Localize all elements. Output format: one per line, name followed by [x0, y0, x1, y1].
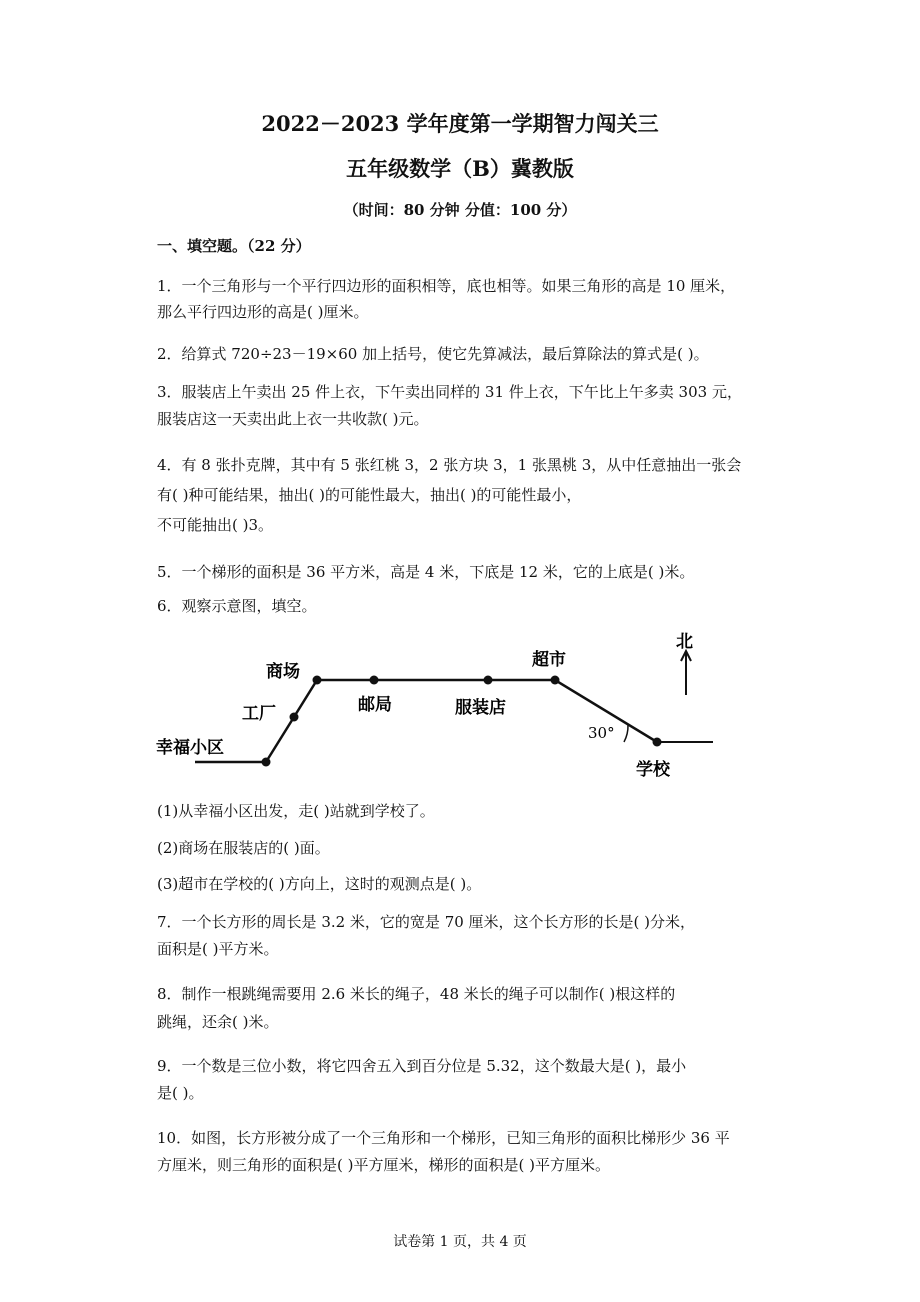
page-footer: 试卷第 1 页，共 4 页: [393, 1234, 527, 1250]
q10-line2: 方厘米，则三角形的面积是( )平方厘米，梯形的面积是( )平方厘米。: [157, 1156, 610, 1174]
label-fuzhuangdian: 服装店: [455, 698, 506, 718]
label-chaoshi: 超市: [532, 650, 566, 670]
q6-line1: 6．观察示意图，填空。: [157, 597, 317, 615]
q4-line1: 4．有 8 张扑克牌，其中有 5 张红桃 3，2 张方块 3，1 张黑桃 3，从中任意抽出一张会: [157, 456, 742, 474]
q7-line2: 面积是( )平方米。: [157, 940, 279, 958]
q1-line2: 那么平行四边形的高是( )厘米。: [157, 303, 369, 321]
label-angle: 30°: [588, 724, 615, 742]
stop-shangchang: [313, 676, 322, 685]
section-heading: 一、填空题。（22 分）: [157, 237, 311, 255]
q8-line2: 跳绳，还余( )米。: [157, 1013, 279, 1031]
q10-line1: 10．如图，长方形被分成了一个三角形和一个梯形，已知三角形的面积比梯形少 36 平: [157, 1129, 730, 1147]
q6-sub2: (2)商场在服装店的( )面。: [157, 839, 330, 857]
route-map-diagram: [150, 625, 730, 785]
q4-line2: 有( )种可能结果，抽出( )的可能性最大，抽出( )的可能性最小，: [157, 486, 582, 504]
label-shangchang: 商场: [266, 662, 300, 682]
q5-line1: 5．一个梯形的面积是 36 平方米，高是 4 米，下底是 12 米，它的上底是( )米。: [157, 563, 695, 581]
q3-line1: 3．服装店上午卖出 25 件上衣，下午卖出同样的 31 件上衣，下午比上午多卖 303 元，: [157, 383, 742, 401]
stop-xingfu: [262, 758, 271, 767]
q6-sub1: (1)从幸福小区出发，走( )站就到学校了。: [157, 802, 435, 820]
q9-line1: 9．一个数是三位小数，将它四舍五入到百分位是 5.32，这个数最大是( )，最小: [157, 1057, 687, 1075]
stop-gongchang: [290, 713, 299, 722]
stop-chaoshi: [551, 676, 560, 685]
stop-fuzhuangdian: [484, 676, 493, 685]
q7-line1: 7．一个长方形的周长是 3.2 米，它的宽是 70 厘米，这个长方形的长是( )分米，: [157, 913, 696, 931]
q3-line2: 服装店这一天卖出此上衣一共收款( )元。: [157, 410, 429, 428]
q2-line1: 2．给算式 720÷23－19×60 加上括号，使它先算减法，最后算除法的算式是( )。: [157, 345, 709, 363]
q8-line1: 8．制作一根跳绳需要用 2.6 米长的绳子，48 米长的绳子可以制作( )根这样的: [157, 985, 676, 1003]
label-gongchang: 工厂: [242, 704, 276, 724]
q4-line3: 不可能抽出( )3。: [157, 516, 274, 534]
angle-arc: [624, 725, 628, 742]
q6-sub3: (3)超市在学校的( )方向上，这时的观测点是( )。: [157, 875, 482, 893]
q1-line1: 1．一个三角形与一个平行四边形的面积相等，底也相等。如果三角形的高是 10 厘米，: [157, 277, 736, 295]
q9-line2: 是( )。: [157, 1084, 204, 1102]
label-north: 北: [676, 632, 693, 652]
label-xuexiao: 学校: [636, 760, 670, 780]
stop-xuexiao: [653, 738, 662, 747]
page-subtitle: 五年级数学（B）冀教版: [346, 156, 574, 181]
road-path: [266, 680, 657, 762]
page-title: 2022－2023 学年度第一学期智力闯关三: [261, 111, 659, 136]
label-xingfu: 幸福小区: [156, 738, 224, 758]
label-youju: 邮局: [358, 695, 392, 715]
stop-youju: [370, 676, 379, 685]
exam-info: （时间：80 分钟 分值：100 分）: [343, 201, 577, 219]
